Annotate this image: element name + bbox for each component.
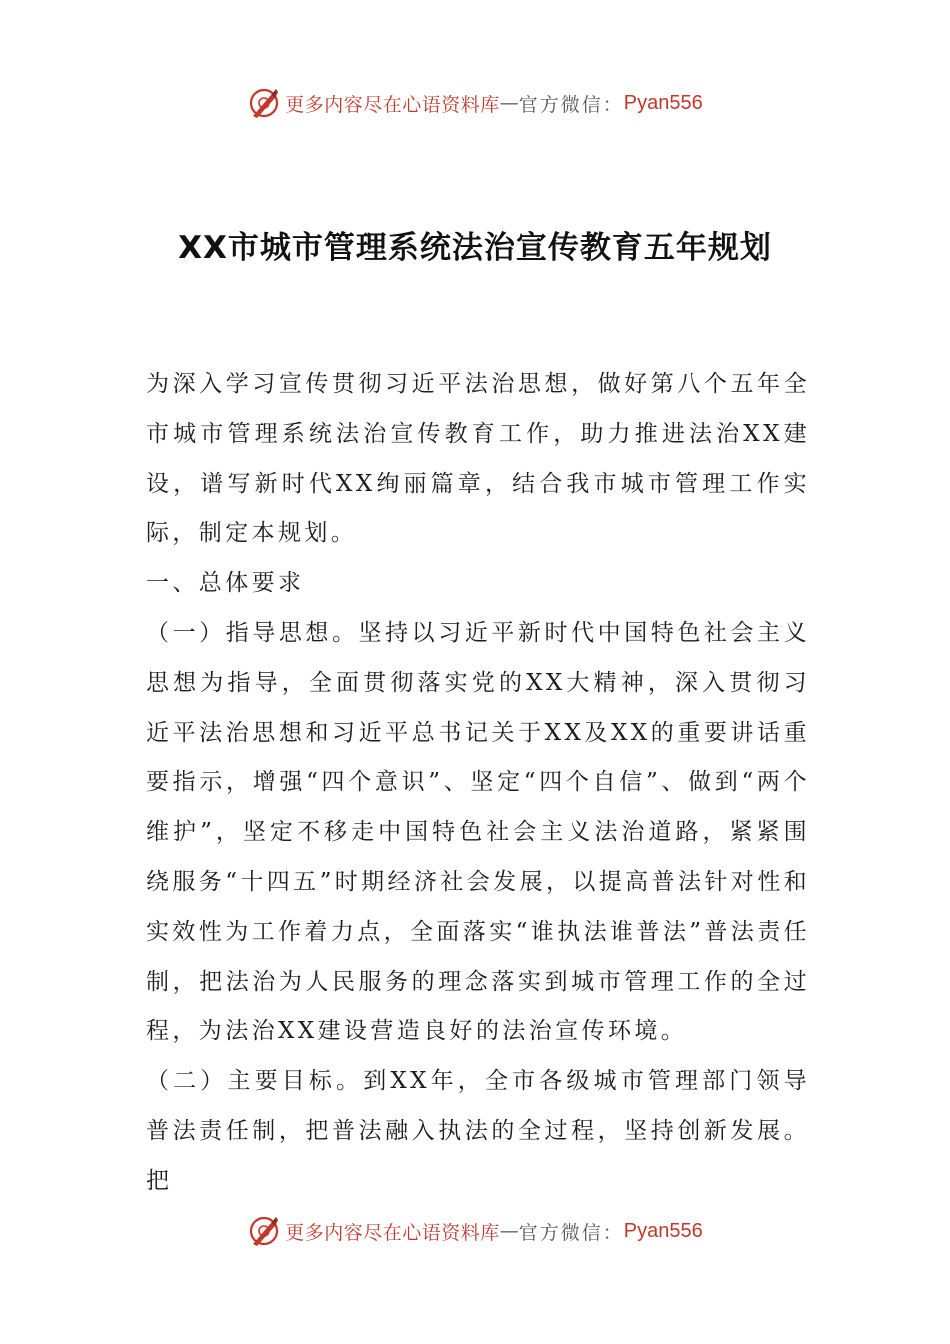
watermark-main-text: 更多内容尽在心语资料库 — [285, 1221, 500, 1244]
watermark-dash: — — [499, 92, 519, 114]
pen-logo-icon — [247, 86, 281, 120]
watermark-sub-text: 官方微信： — [518, 1221, 624, 1244]
section-heading-overall-requirements: 一、总体要求 — [146, 570, 305, 597]
footer-watermark — [0, 1211, 950, 1251]
watermark-dash: — — [499, 1220, 519, 1242]
document-body — [146, 360, 810, 1207]
main-goals-paragraph: （二）主要目标。到XX年，全市各级城市管理部门领导普法责任制，把普法融入执法的全过程，坚持创新发展。把 — [146, 1068, 810, 1194]
watermark-wechat-id: Pyan556 — [623, 91, 703, 114]
pen-logo-icon — [247, 1214, 281, 1248]
document-title: XX市城市管理系统法治宣传教育五年规划 — [178, 230, 772, 266]
watermark-sub-text: 官方微信： — [518, 93, 624, 116]
intro-paragraph: 为深入学习宣传贯彻习近平法治思想，做好第八个五年全市城市管理系统法治宣传教育工作，助力推进法治XX建设，谱写新时代XX绚丽篇章，结合我市城市管理工作实际，制定本规划。 — [146, 371, 810, 547]
watermark-main-text: 更多内容尽在心语资料库 — [285, 93, 500, 116]
header-watermark — [0, 83, 950, 123]
guiding-ideology-paragraph: （一）指导思想。坚持以习近平新时代中国特色社会主义思想为指导，全面贯彻落实党的XX大精神，深入贯彻习近平法治思想和习近平总书记关于XX及XX的重要讲话重要指示，增强“四个意识”、坚定“四个自信”、做到“两个维护”，坚定不移走中国特色社会主义法治道路，紧紧围绕服务“十四五”时期经济社会发展，以提高普法针对性和实效性为工作着力点，全面落实“谁执法谁普法”普法责任制，把法治为人民服务的理念落实到城市管理工作的全过程，为法治XX建设营造良好的法治宣传环境。 — [146, 619, 810, 1045]
watermark-wechat-id: Pyan556 — [623, 1219, 703, 1242]
